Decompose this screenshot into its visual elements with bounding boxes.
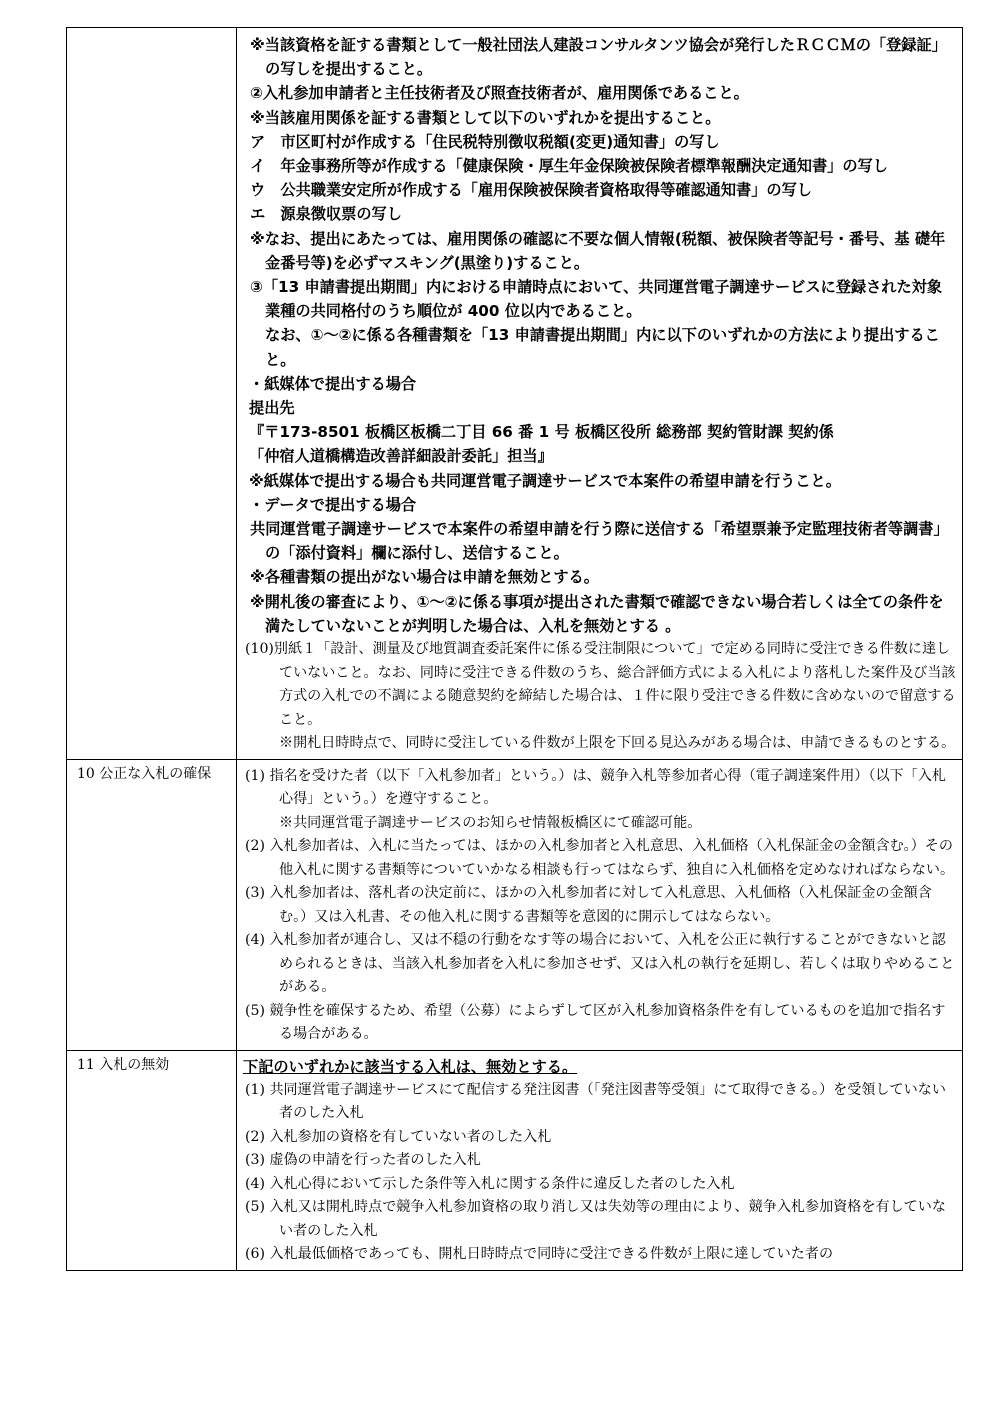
paragraph: ・紙媒体で提出する場合 — [249, 374, 417, 393]
paragraph: ③「13 申請書提出期間」内における申請時点において、共同運営電子調達サービスに登録された対象業種の共同格付のうち順位が 400 位以内であること。 — [250, 278, 943, 321]
row-label: 11 入札の無効 — [77, 1056, 170, 1073]
paragraph: ※当該雇用関係を証する書類として以下のいずれかを提出すること。 — [250, 108, 721, 127]
paragraph: (6) 入札最低価格であっても、開札日時時点で同時に受注できる件数が上限に達していた者の — [245, 1246, 834, 1263]
paragraph: (1) 指名を受けた者（以下「入札参加者」という。）は、競争入札等参加者心得（電子調達案件用）（以下「入札心得」という。）を遵守すること。 — [245, 767, 946, 808]
paragraph: (2) 入札参加の資格を有していない者のした入札 — [245, 1128, 552, 1145]
paragraph: 共同運営電子調達サービスで本案件の希望申請を行う際に送信する「希望票兼予定監理技術者等調書」の「添付資料」欄に添付し、送信すること。 — [250, 520, 949, 563]
paragraph: (5) 競争性を確保するため、希望（公募）によらずして区が入札参加資格条件を有しているものを追加で指名する場合がある。 — [245, 1002, 946, 1043]
section-heading: 下記のいずれかに該当する入札は、無効とする。 — [243, 1057, 578, 1076]
paragraph: ・データで提出する場合 — [249, 495, 417, 514]
paragraph: (1) 共同運営電子調達サービスにて配信する発注図書（「発注図書等受領」にて取得できる。）を受領していない者のした入札 — [245, 1081, 946, 1122]
row-content-cell — [237, 28, 963, 760]
table-row — [67, 28, 963, 760]
paragraph: ※紙媒体で提出する場合も共同運営電子調達サービスで本案件の希望申請を行うこと。 — [249, 471, 841, 490]
row-label: 10 公正な入札の確保 — [77, 765, 212, 782]
paragraph: (10)別紙１「設計、測量及び地質調査委託案件に係る受注制限について」で定める同時に受注できる件数に達していないこと。なお、同時に受注できる件数のうち、総合評価方式による入札により落札した案件及び当該方式の入札での不調による随意契約を締結した場合は、１件に限り受注できる件数に含めないので留意すること。 — [245, 641, 956, 728]
paragraph: ※各種書類の提出がない場合は申請を無効とする。 — [250, 568, 599, 587]
paragraph: (5) 入札又は開札時点で競争入札参加資格の取り消し又は失効等の理由により、競争入札参加資格を有していない者のした入札 — [245, 1199, 946, 1239]
row-content — [237, 1051, 962, 1270]
paragraph: 『〒173-8501 板橋区板橋二丁目 66 番 1 号 板橋区役所 総務部 契約管財課 契約係 — [249, 423, 834, 442]
row-label-cell — [67, 1050, 237, 1270]
conditions-table — [66, 27, 963, 1271]
paragraph: (4) 入札心得において示した条件等入札に関する条件に違反した者のした入札 — [245, 1175, 735, 1192]
row-label-cell — [67, 759, 237, 1050]
row-content-cell — [237, 1050, 963, 1270]
table-row — [67, 759, 963, 1050]
paragraph: 「仲宿人道橋構造改善詳細設計委託」担当』 — [249, 447, 553, 466]
paragraph: (3) 虚偽の申請を行った者のした入札 — [245, 1152, 481, 1169]
paragraph: ②入札参加申請者と主任技術者及び照査技術者が、雇用関係であること。 — [250, 84, 749, 103]
row-label-cell — [67, 28, 237, 760]
row-label — [67, 28, 236, 32]
paragraph: (2) 入札参加者は、入札に当たっては、ほかの入札参加者と入札意思、入札価格（入札保証金の金額含む。）その他入札に関する書類等についていかなる相談も行ってはならず、独自に入札価格を定めなければならない。 — [245, 838, 955, 878]
paragraph: (4) 入札参加者が連合し、又は不穏の行動をなす等の場合において、入札を公正に執行することができないと認められるときは、当該入札参加者を入札に参加させず、又は入札の執行を延期し、若しくは取りやめることがある。 — [245, 932, 955, 996]
paragraph: エ 源泉徴収票の写し — [250, 205, 402, 224]
paragraph: ※共同運営電子調達サービスのお知らせ情報板橋区にて確認可能。 — [279, 814, 702, 831]
paragraph: ウ 公共職業安定所が作成する「雇用保険被保険者資格取得等確認通知書」の写し — [250, 181, 812, 200]
paragraph: 提出先 — [249, 399, 295, 418]
row-content — [237, 28, 962, 759]
paragraph: ア 市区町村が作成する「住民税特別徴収税額(変更)通知書」の写し — [250, 132, 720, 151]
item-list — [243, 1079, 956, 1267]
row-content — [237, 760, 962, 1050]
paragraph: なお、①～②に係る各種書類を「13 申請書提出期間」内に以下のいずれかの方法により提出すること。 — [265, 326, 940, 369]
paragraph: ※なお、提出にあたっては、雇用関係の確認に不要な個人情報(税額、被保険者等記号・番号、基 礎年金番号等)を必ずマスキング(黒塗り)すること。 — [250, 229, 946, 272]
paragraph: イ 年金事務所等が作成する「健康保険・厚生年金保険被保険者標準報酬決定通知書」の写し — [250, 157, 888, 176]
paragraph: ※当該資格を証する書類として一般社団法人建設コンサルタンツ協会が発行したＲＣＣＭの「登録証」の写しを提出すること。 — [250, 36, 947, 79]
paragraph: ※開札後の審査により、①～②に係る事項が提出された書類で確認できない場合若しくは全ての条件を満たしていないことが判明した場合は、入札を無効とする 。 — [250, 592, 944, 635]
paragraph: ※開札日時時点で、同時に受注している件数が上限を下回る見込みがある場合は、申請できるものとする。 — [279, 735, 956, 752]
row-content-cell — [237, 759, 963, 1050]
table-row — [67, 1050, 963, 1270]
paragraph: (3) 入札参加者は、落札者の決定前に、ほかの入札参加者に対して入札意思、入札価格（入札保証金の金額含む。）又は入札書、その他入札に関する書類等を意図的に開示してはならない。 — [245, 885, 932, 925]
